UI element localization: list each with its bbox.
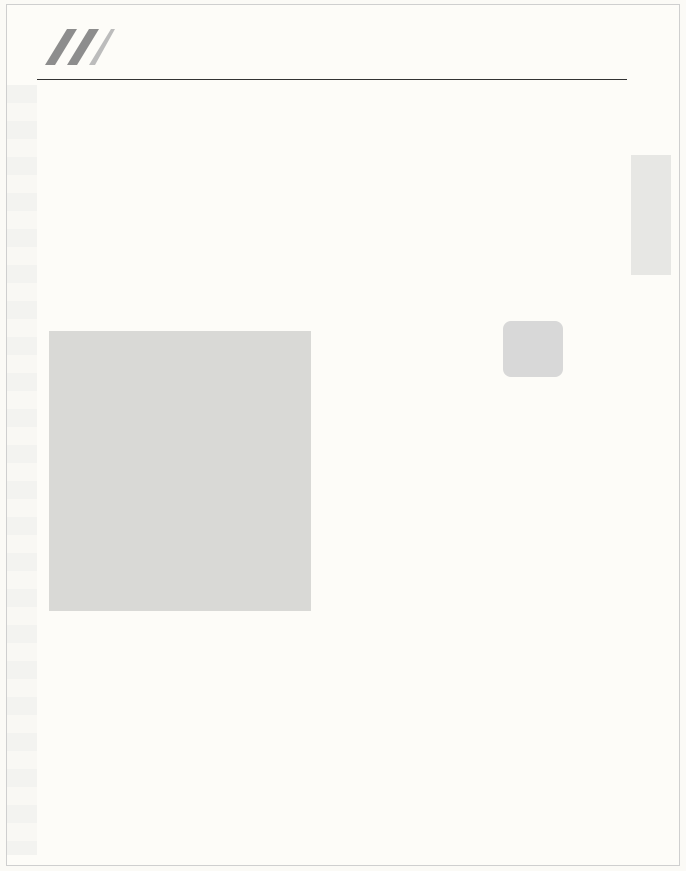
header-divider <box>37 79 627 80</box>
newspaper-clipping <box>6 4 680 866</box>
dash-logo-icon <box>37 25 117 69</box>
column-title <box>379 321 569 381</box>
article-header <box>37 19 637 79</box>
side-band <box>631 155 671 275</box>
column-title-badge <box>503 321 563 377</box>
portrait-photo <box>49 331 311 611</box>
background-texture <box>7 85 37 855</box>
